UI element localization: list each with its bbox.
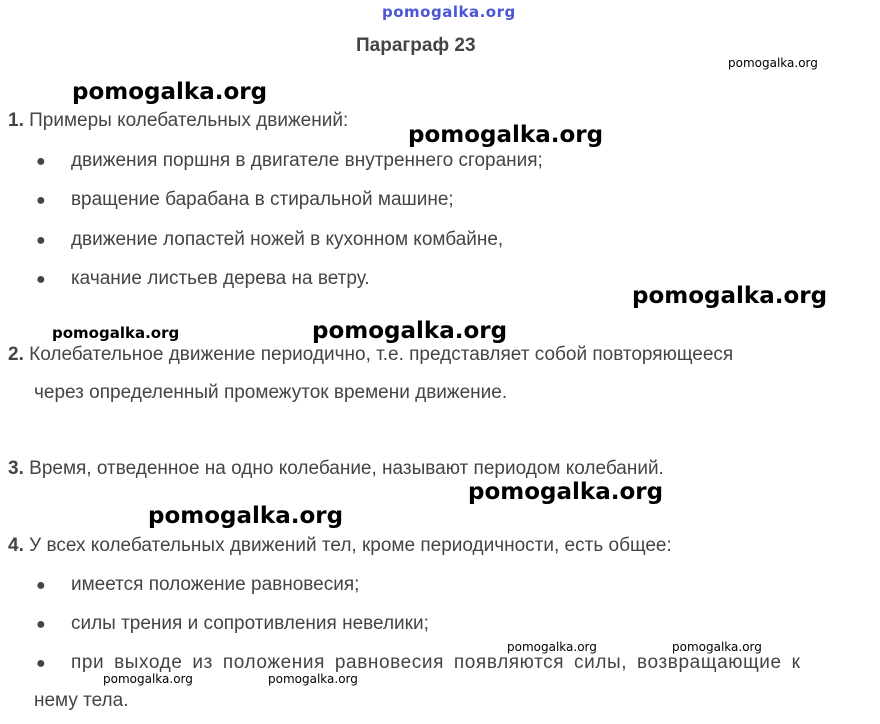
watermark: pomogalka.org xyxy=(728,56,818,70)
item-2-continuation: через определенный промежуток времени движение. xyxy=(34,382,508,403)
item-number: 2. xyxy=(8,344,24,365)
bullet-item xyxy=(36,268,370,290)
bullet-item xyxy=(36,652,866,674)
watermark: pomogalka.org xyxy=(408,122,604,148)
bullet-item xyxy=(36,229,503,251)
bullet-text: движения поршня в двигателе внутреннего сгорания; xyxy=(70,150,543,171)
watermark: pomogalka.org xyxy=(148,503,344,529)
bullet-icon: ● xyxy=(36,616,46,633)
bullet-text: вращение барабана в стиральной машине; xyxy=(70,189,454,210)
bullet-text: качание листьев дерева на ветру. xyxy=(70,268,370,289)
item-3 xyxy=(8,458,664,480)
bullet-icon: ● xyxy=(36,577,46,594)
item-text: У всех колебательных движений тел, кроме периодичности, есть общее: xyxy=(29,535,672,556)
watermark: pomogalka.org xyxy=(632,283,828,309)
page-title: Параграф 23 xyxy=(356,35,476,56)
bullet-text: при выходе из положения равновесия появляются силы, возвращающие к xyxy=(70,652,801,673)
bullet-item xyxy=(36,150,543,172)
bullet-item xyxy=(36,574,359,596)
bullet-icon: ● xyxy=(36,655,46,672)
item-1 xyxy=(8,110,348,132)
bullet-item xyxy=(36,189,454,211)
watermark: pomogalka.org xyxy=(468,479,664,505)
watermark: pomogalka.org xyxy=(672,640,762,654)
bullet-icon: ● xyxy=(36,232,46,249)
bullet-icon: ● xyxy=(36,153,46,170)
bullet-icon: ● xyxy=(36,271,46,288)
bullet-text: силы трения и сопротивления невелики; xyxy=(70,613,429,634)
bullet-text: имеется положение равновесия; xyxy=(70,574,360,595)
watermark: pomogalka.org xyxy=(72,79,268,105)
bullet-continuation: нему тела. xyxy=(34,690,129,711)
watermark: pomogalka.org xyxy=(312,318,508,344)
site-watermark-top: pomogalka.org xyxy=(382,3,516,21)
watermark: pomogalka.org xyxy=(103,672,193,686)
watermark: pomogalka.org xyxy=(52,324,180,342)
item-4 xyxy=(8,535,672,557)
item-text: Примеры колебательных движений: xyxy=(29,110,349,131)
bullet-text: движение лопастей ножей в кухонном комбайне, xyxy=(70,229,504,250)
watermark: pomogalka.org xyxy=(268,672,358,686)
bullet-icon: ● xyxy=(36,192,46,209)
item-text: Колебательное движение периодично, т.е. представляет собой повторяющееся xyxy=(29,344,734,365)
item-number: 3. xyxy=(8,458,24,479)
bullet-item xyxy=(36,613,429,635)
item-number: 4. xyxy=(8,535,24,556)
watermark: pomogalka.org xyxy=(507,640,597,654)
item-text: Время, отведенное на одно колебание, называют периодом колебаний. xyxy=(29,458,664,479)
item-2 xyxy=(8,344,733,366)
item-number: 1. xyxy=(8,110,24,131)
